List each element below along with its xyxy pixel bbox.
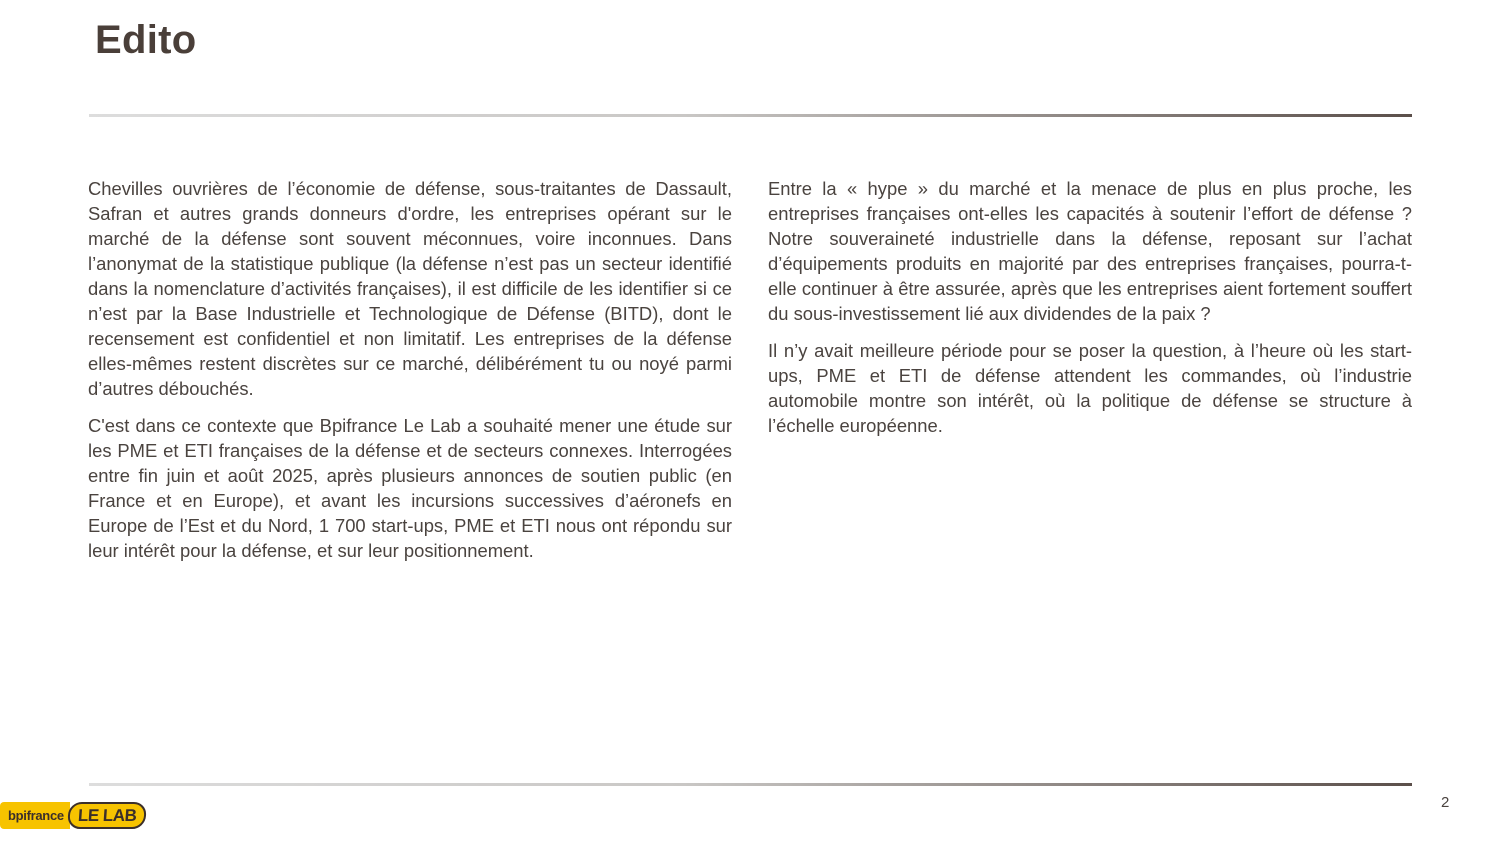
page-title: Edito — [95, 18, 197, 62]
bpifrance-le-lab-logo — [0, 801, 150, 830]
header-divider — [89, 114, 1412, 117]
logo-le-lab-text: LE LAB — [67, 802, 147, 829]
left-text-column — [88, 176, 732, 575]
logo-bpifrance-text: bpifrance — [0, 802, 70, 829]
page-number: 2 — [1441, 794, 1450, 811]
right-text-column — [768, 176, 1412, 450]
right-paragraph-1: Entre la « hype » du marché et la menace de plus en plus proche, les entreprises françaises ont-elles les capacités à soutenir l’effort de défense ? Notre souveraineté industrielle dans la défense, reposant sur l’achat d’équipements produits en majorité par des entreprises françaises, pourra-t-elle continuer à être assurée, après que les entreprises aient fortement souffert du sous-investissement lié aux dividendes de la paix ? — [768, 178, 1412, 324]
right-paragraph-2: Il n’y avait meilleure période pour se poser la question, à l’heure où les start-ups, PME et ETI de défense attendent les commandes, où l’industrie automobile montre son intérêt, où la politique de défense se structure à l’échelle européenne. — [768, 340, 1412, 436]
left-paragraph-1: Chevilles ouvrières de l’économie de défense, sous-traitantes de Dassault, Safran et autres grands donneurs d'ordre, les entreprises opérant sur le marché de la défense sont souvent méconnues, voire inconnues. Dans l’anonymat de la statistique publique (la défense n’est pas un secteur identifié dans la nomenclature d’activités françaises), il est difficile de les identifier si ce n’est par la Base Industrielle et Technologique de Défense (BITD), dont le recensement est confidentiel et non limitatif. Les entreprises de la défense elles-mêmes restent discrètes sur ce marché, délibérément tu ou noyé parmi d’autres débouchés. — [88, 178, 732, 399]
left-paragraph-2: C'est dans ce contexte que Bpifrance Le Lab a souhaité mener une étude sur les PME et ETI françaises de la défense et de secteurs connexes. Interrogées entre fin juin et août 2025, après plusieurs annonces de soutien public (en France et en Europe), et avant les incursions successives d’aéronefs en Europe de l’Est et du Nord, 1 700 start-ups, PME et ETI nous ont répondu sur leur intérêt pour la défense, et sur leur positionnement. — [88, 415, 732, 561]
footer-divider — [89, 783, 1412, 786]
